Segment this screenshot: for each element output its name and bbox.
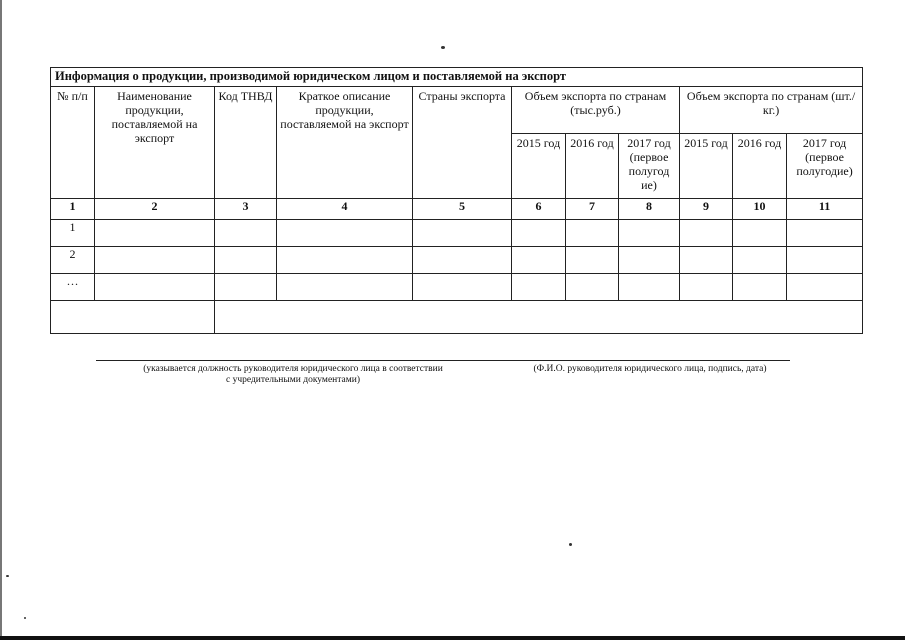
header-description: Краткое описание продукции, поставляемой на экспорт — [277, 87, 413, 199]
scan-edge-bottom — [0, 636, 905, 640]
table-cell[interactable] — [566, 247, 619, 274]
row-number: … — [51, 274, 95, 301]
signature-line-position — [96, 360, 494, 361]
header-countries: Страны экспорта — [413, 87, 512, 199]
column-number: 10 — [733, 199, 787, 220]
table-cell[interactable] — [95, 247, 215, 274]
column-number: 9 — [680, 199, 733, 220]
scan-speck — [6, 575, 9, 577]
header-tnved-code: Код ТНВД — [215, 87, 277, 199]
table-cell[interactable] — [619, 220, 680, 247]
table-cell[interactable] — [680, 247, 733, 274]
table-cell[interactable] — [680, 220, 733, 247]
table-row — [51, 220, 863, 247]
table-cell[interactable] — [733, 247, 787, 274]
scan-speck — [569, 543, 572, 546]
column-number: 7 — [566, 199, 619, 220]
header-num: № п/п — [51, 87, 95, 199]
header-rub-2016: 2016 год — [566, 134, 619, 199]
table-cell[interactable] — [512, 247, 566, 274]
header-rub-2015: 2015 год — [512, 134, 566, 199]
table-cell[interactable] — [619, 274, 680, 301]
header-export-rub: Объем экспорта по странам (тыс.руб.) — [512, 87, 680, 134]
export-info-table — [50, 67, 863, 334]
column-number: 8 — [619, 199, 680, 220]
column-number: 5 — [413, 199, 512, 220]
scan-speck — [441, 46, 445, 49]
column-number: 6 — [512, 199, 566, 220]
table-cell[interactable] — [787, 220, 863, 247]
caption-position — [108, 364, 478, 386]
table-cell[interactable] — [215, 274, 277, 301]
table-cell[interactable] — [566, 220, 619, 247]
table-cell[interactable] — [413, 247, 512, 274]
scan-edge-left — [0, 0, 2, 640]
row-number: 1 — [51, 220, 95, 247]
header-product-name: Наименование продукции, поставляемой на экспорт — [95, 87, 215, 199]
caption-name-signature-date: (Ф.И.О. руководителя юридического лица, подпись, дата) — [533, 364, 767, 374]
table-cell[interactable] — [413, 220, 512, 247]
column-number: 4 — [277, 199, 413, 220]
scan-speck — [24, 617, 26, 619]
table-cell[interactable] — [512, 274, 566, 301]
table-cell[interactable] — [215, 220, 277, 247]
table-cell[interactable] — [787, 274, 863, 301]
header-pcs-2017: 2017 год (первое полугодие) — [787, 134, 863, 199]
table-cell[interactable] — [95, 274, 215, 301]
table-cell[interactable] — [680, 274, 733, 301]
table-cell[interactable] — [733, 274, 787, 301]
header-export-pcs: Объем экспорта по странам (шт./кг.) — [680, 87, 863, 134]
column-number: 3 — [215, 199, 277, 220]
table-footer-row — [51, 301, 863, 334]
column-number: 1 — [51, 199, 95, 220]
table-cell[interactable] — [566, 274, 619, 301]
table-cell[interactable] — [277, 220, 413, 247]
row-number: 2 — [51, 247, 95, 274]
caption-position-line2: с учредительными документами) — [225, 375, 360, 385]
table-cell[interactable] — [277, 247, 413, 274]
table-cell[interactable] — [215, 247, 277, 274]
table-row — [51, 247, 863, 274]
header-pcs-2015: 2015 год — [680, 134, 733, 199]
table-cell[interactable] — [95, 220, 215, 247]
table-cell[interactable] — [512, 220, 566, 247]
header-pcs-2016: 2016 год — [733, 134, 787, 199]
table-cell[interactable] — [51, 301, 215, 334]
signature-line-name — [494, 360, 790, 361]
table-cell[interactable] — [277, 274, 413, 301]
table-cell[interactable] — [413, 274, 512, 301]
header-rub-2017: 2017 год (первое полугод ие) — [619, 134, 680, 199]
table-cell[interactable] — [787, 247, 863, 274]
table-cell[interactable] — [733, 220, 787, 247]
table-cell[interactable] — [215, 301, 863, 334]
caption-position-line1: (указывается должность руководителя юридического лица в соответствии — [143, 364, 443, 374]
table-title: Информация о продукции, производимой юридическом лицом и поставляемой на экспорт — [51, 68, 863, 87]
table-row — [51, 274, 863, 301]
table-cell[interactable] — [619, 247, 680, 274]
column-number: 2 — [95, 199, 215, 220]
column-number: 11 — [787, 199, 863, 220]
